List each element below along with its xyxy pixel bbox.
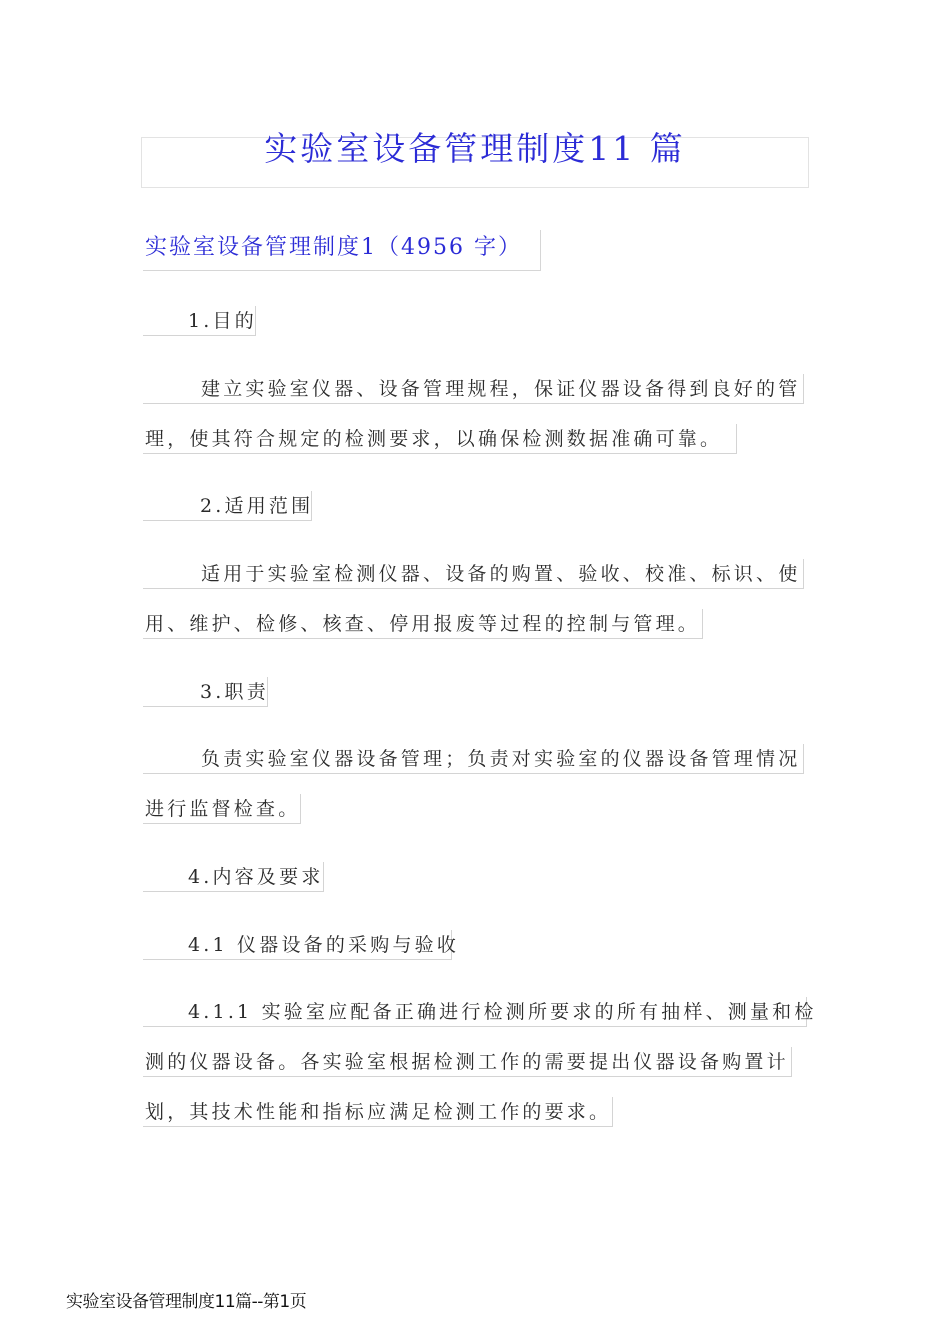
paragraph-line: 建立实验室仪器、设备管理规程，保证仪器设备得到良好的管	[143, 374, 804, 404]
heading-duties: 3.职责	[143, 677, 268, 707]
page-footer: 实验室设备管理制度11篇--第1页	[66, 1292, 307, 1312]
paragraph-line: 划，其技术性能和指标应满足检测工作的要求。	[143, 1097, 613, 1127]
paragraph-line: 理，使其符合规定的检测要求，以确保检测数据准确可靠。	[143, 424, 737, 454]
paragraph-line: 进行监督检查。	[143, 794, 301, 824]
heading-content-requirements: 4.内容及要求	[143, 862, 324, 892]
document-title: 实验室设备管理制度11 篇	[141, 137, 809, 188]
heading-scope: 2.适用范围	[143, 491, 312, 521]
paragraph-line: 适用于实验室检测仪器、设备的购置、验收、校准、标识、使	[143, 559, 804, 589]
paragraph-line: 4.1.1 实验室应配备正确进行检测所要求的所有抽样、测量和检	[143, 997, 807, 1027]
section-heading: 实验室设备管理制度1（4956 字）	[143, 230, 541, 271]
paragraph-line: 负责实验室仪器设备管理；负责对实验室的仪器设备管理情况	[143, 744, 804, 774]
subheading-procurement: 4.1 仪器设备的采购与验收	[143, 930, 452, 960]
paragraph-line: 测的仪器设备。各实验室根据检测工作的需要提出仪器设备购置计	[143, 1047, 792, 1077]
heading-purpose: 1.目的	[143, 306, 256, 336]
paragraph-line: 用、维护、检修、核查、停用报废等过程的控制与管理。	[143, 609, 703, 639]
